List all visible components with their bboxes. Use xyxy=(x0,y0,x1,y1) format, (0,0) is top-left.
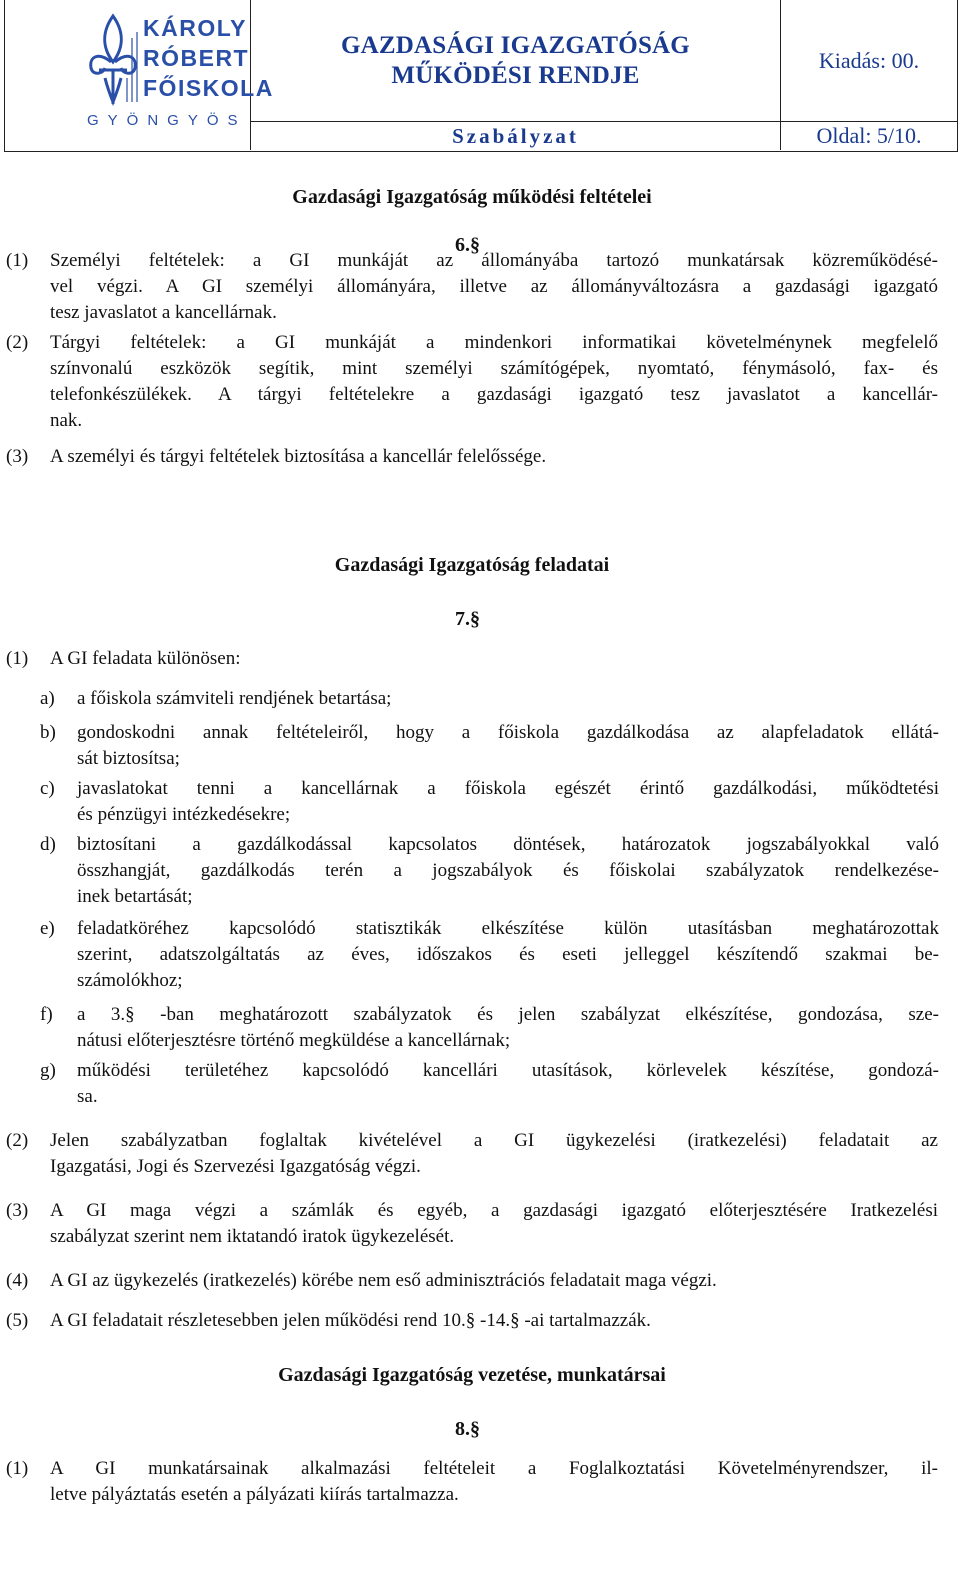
text-line: Jelen szabályzatban foglaltak kivételével a GI ügykezelési (iratkezelési) feladatait az xyxy=(50,1130,938,1151)
text-line: A GI az ügykezelés (iratkezelés) körébe nem eső adminisztrációs feladatait maga végzi. xyxy=(50,1270,717,1291)
section-8-title: Gazdasági Igazgatóság vezetése, munkatársai xyxy=(278,1364,666,1386)
logo-name-line-3: FŐISKOLA xyxy=(143,75,274,101)
text-line: Tárgyi feltételek: a GI munkáját a mindenkori informatikai követelménynek megfelelő xyxy=(50,332,938,353)
list-item xyxy=(77,686,939,712)
institution-logo xyxy=(85,12,274,138)
logo-city: GYÖNGYÖS xyxy=(87,112,247,129)
section-6-para-2 xyxy=(50,330,938,434)
text-line: a főiskola számviteli rendjének betartása; xyxy=(77,688,392,709)
text-line: nak. xyxy=(50,410,83,431)
text-line: letve pályáztatás esetén a pályázati kiírás tartalmazza. xyxy=(50,1484,459,1505)
section-7-para-4 xyxy=(50,1268,938,1294)
list-item-letter: d) xyxy=(40,834,56,855)
edition-label: Kiadás: 00. xyxy=(781,0,957,122)
text-line: sa. xyxy=(77,1086,98,1107)
list-item-letter: f) xyxy=(40,1004,53,1025)
section-6-para-3-number: (3) xyxy=(6,446,29,467)
list-item xyxy=(77,720,939,772)
section-7-title: Gazdasági Igazgatóság feladatai xyxy=(334,554,610,576)
section-7-para-5-number: (5) xyxy=(6,1310,29,1331)
list-item-letter: g) xyxy=(40,1060,56,1081)
section-6-para-1-number: (1) xyxy=(6,250,29,271)
logo-name-line-2: RÓBERT xyxy=(143,45,250,71)
section-7-number: 7.§ xyxy=(455,608,480,630)
section-8-para-1-number: (1) xyxy=(6,1458,29,1479)
list-item xyxy=(77,776,939,828)
section-7-para-2-number: (2) xyxy=(6,1130,29,1151)
text-line: A GI maga végzi a számlák és egyéb, a gazdasági igazgató előterjesztésére Iratkezelési xyxy=(50,1200,938,1221)
page-number: Oldal: 5/10. xyxy=(816,123,922,148)
text-line: tesz javaslatot a kancellárnak. xyxy=(50,302,277,323)
section-7-para-5 xyxy=(50,1308,938,1334)
list-item-letter: b) xyxy=(40,722,56,743)
text-line: telefonkészülékek. A tárgyi feltételekre a gazdasági igazgató tesz javaslatot a kancellár- xyxy=(50,384,938,405)
text-line: gondoskodni annak feltételeiről, hogy a főiskola gazdálkodása az alapfeladatok ellátá- xyxy=(77,722,939,743)
section-7-para-3 xyxy=(50,1198,938,1250)
fleur-de-lis-icon xyxy=(85,12,141,108)
section-6-para-3 xyxy=(50,444,938,470)
section-8-para-1 xyxy=(50,1456,938,1508)
text-line: feladatköréhez kapcsolódó statisztikák elkészítése külön utasításban meghatározottak xyxy=(77,918,939,939)
text-line: és pénzügyi intézkedésekre; xyxy=(77,804,291,825)
document-type: Szabályzat xyxy=(251,122,781,150)
text-line: Személyi feltételek: a GI munkáját az állományába tartozó munkatársak közreműködésé- xyxy=(50,250,938,271)
text-line: Igazgatási, Jogi és Szervezési Igazgatóság végzi. xyxy=(50,1156,421,1177)
section-7-intro: A GI feladata különösen: xyxy=(50,648,241,669)
text-line: szabályzat szerint nem iktatandó iratok ügykezelését. xyxy=(50,1226,455,1247)
text-line: színvonalú eszközök segítik, mint személyi számítógépek, nyomtató, fénymásoló, fax- és xyxy=(50,358,938,379)
section-7-para-3-number: (3) xyxy=(6,1200,29,1221)
header-title-cell xyxy=(251,0,781,122)
text-line: összhangját, gazdálkodás terén a jogszabályok és főiskolai szabályzatok rendelkezése- xyxy=(77,860,939,881)
text-line: inek betartását; xyxy=(77,886,193,907)
section-6-para-2-number: (2) xyxy=(6,332,29,353)
section-7-para-1-number: (1) xyxy=(6,648,29,669)
text-line: a 3.§ -ban meghatározott szabályzatok és jelen szabályzat elkészítése, gondozása, sze- xyxy=(77,1004,939,1025)
text-line: szerint, adatszolgáltatás az éves, időszakos és eseti jelleggel készítendő szakmai be- xyxy=(77,944,939,965)
list-item xyxy=(77,1058,939,1110)
text-line: sát biztosítsa; xyxy=(77,748,180,769)
list-item-letter: a) xyxy=(40,688,55,709)
text-line: A személyi és tárgyi feltételek biztosítása a kancellár felelőssége. xyxy=(50,446,547,467)
section-6-number: 6.§ xyxy=(455,234,480,256)
section-7-para-2 xyxy=(50,1128,938,1180)
list-item xyxy=(77,916,939,994)
list-item xyxy=(77,1002,939,1054)
section-6-para-1 xyxy=(50,248,938,326)
text-line: biztosítani a gazdálkodással kapcsolatos döntések, határozatok jogszabályokkal való xyxy=(77,834,939,855)
list-item-letter: e) xyxy=(40,918,55,939)
text-line: számolókhoz; xyxy=(77,970,183,991)
logo-cell xyxy=(5,0,274,150)
header-title-line-2: MŰKÖDÉSI RENDJE xyxy=(391,61,640,89)
text-line: vel végzi. A GI személyi állományára, illetve az állományváltozásra a gazdasági igazgató xyxy=(50,276,938,297)
list-item-letter: c) xyxy=(40,778,55,799)
text-line: nátusi előterjesztésre történő megküldése a kancellárnak; xyxy=(77,1030,511,1051)
text-line: A GI munkatársainak alkalmazási feltételeit a Foglalkoztatási Követelményrendszer, il- xyxy=(50,1458,938,1479)
section-6-title: Gazdasági Igazgatóság működési feltételei xyxy=(292,186,652,208)
text-line: működési területéhez kapcsolódó kancellári utasítások, körlevelek készítése, gondozá- xyxy=(77,1060,939,1081)
section-7-para-4-number: (4) xyxy=(6,1270,29,1291)
text-line: A GI feladatait részletesebben jelen működési rend 10.§ -14.§ -ai tartalmazzák. xyxy=(50,1310,651,1331)
text-line: javaslatokat tenni a kancellárnak a főiskola egészét érintő gazdálkodási, működtetési xyxy=(77,778,939,799)
list-item xyxy=(77,832,939,910)
logo-name-line-1: KÁROLY xyxy=(143,15,247,41)
document-header xyxy=(4,0,958,152)
header-title-line-1: GAZDASÁGI IGAZGATÓSÁG xyxy=(341,31,690,59)
section-8-number: 8.§ xyxy=(455,1418,480,1440)
